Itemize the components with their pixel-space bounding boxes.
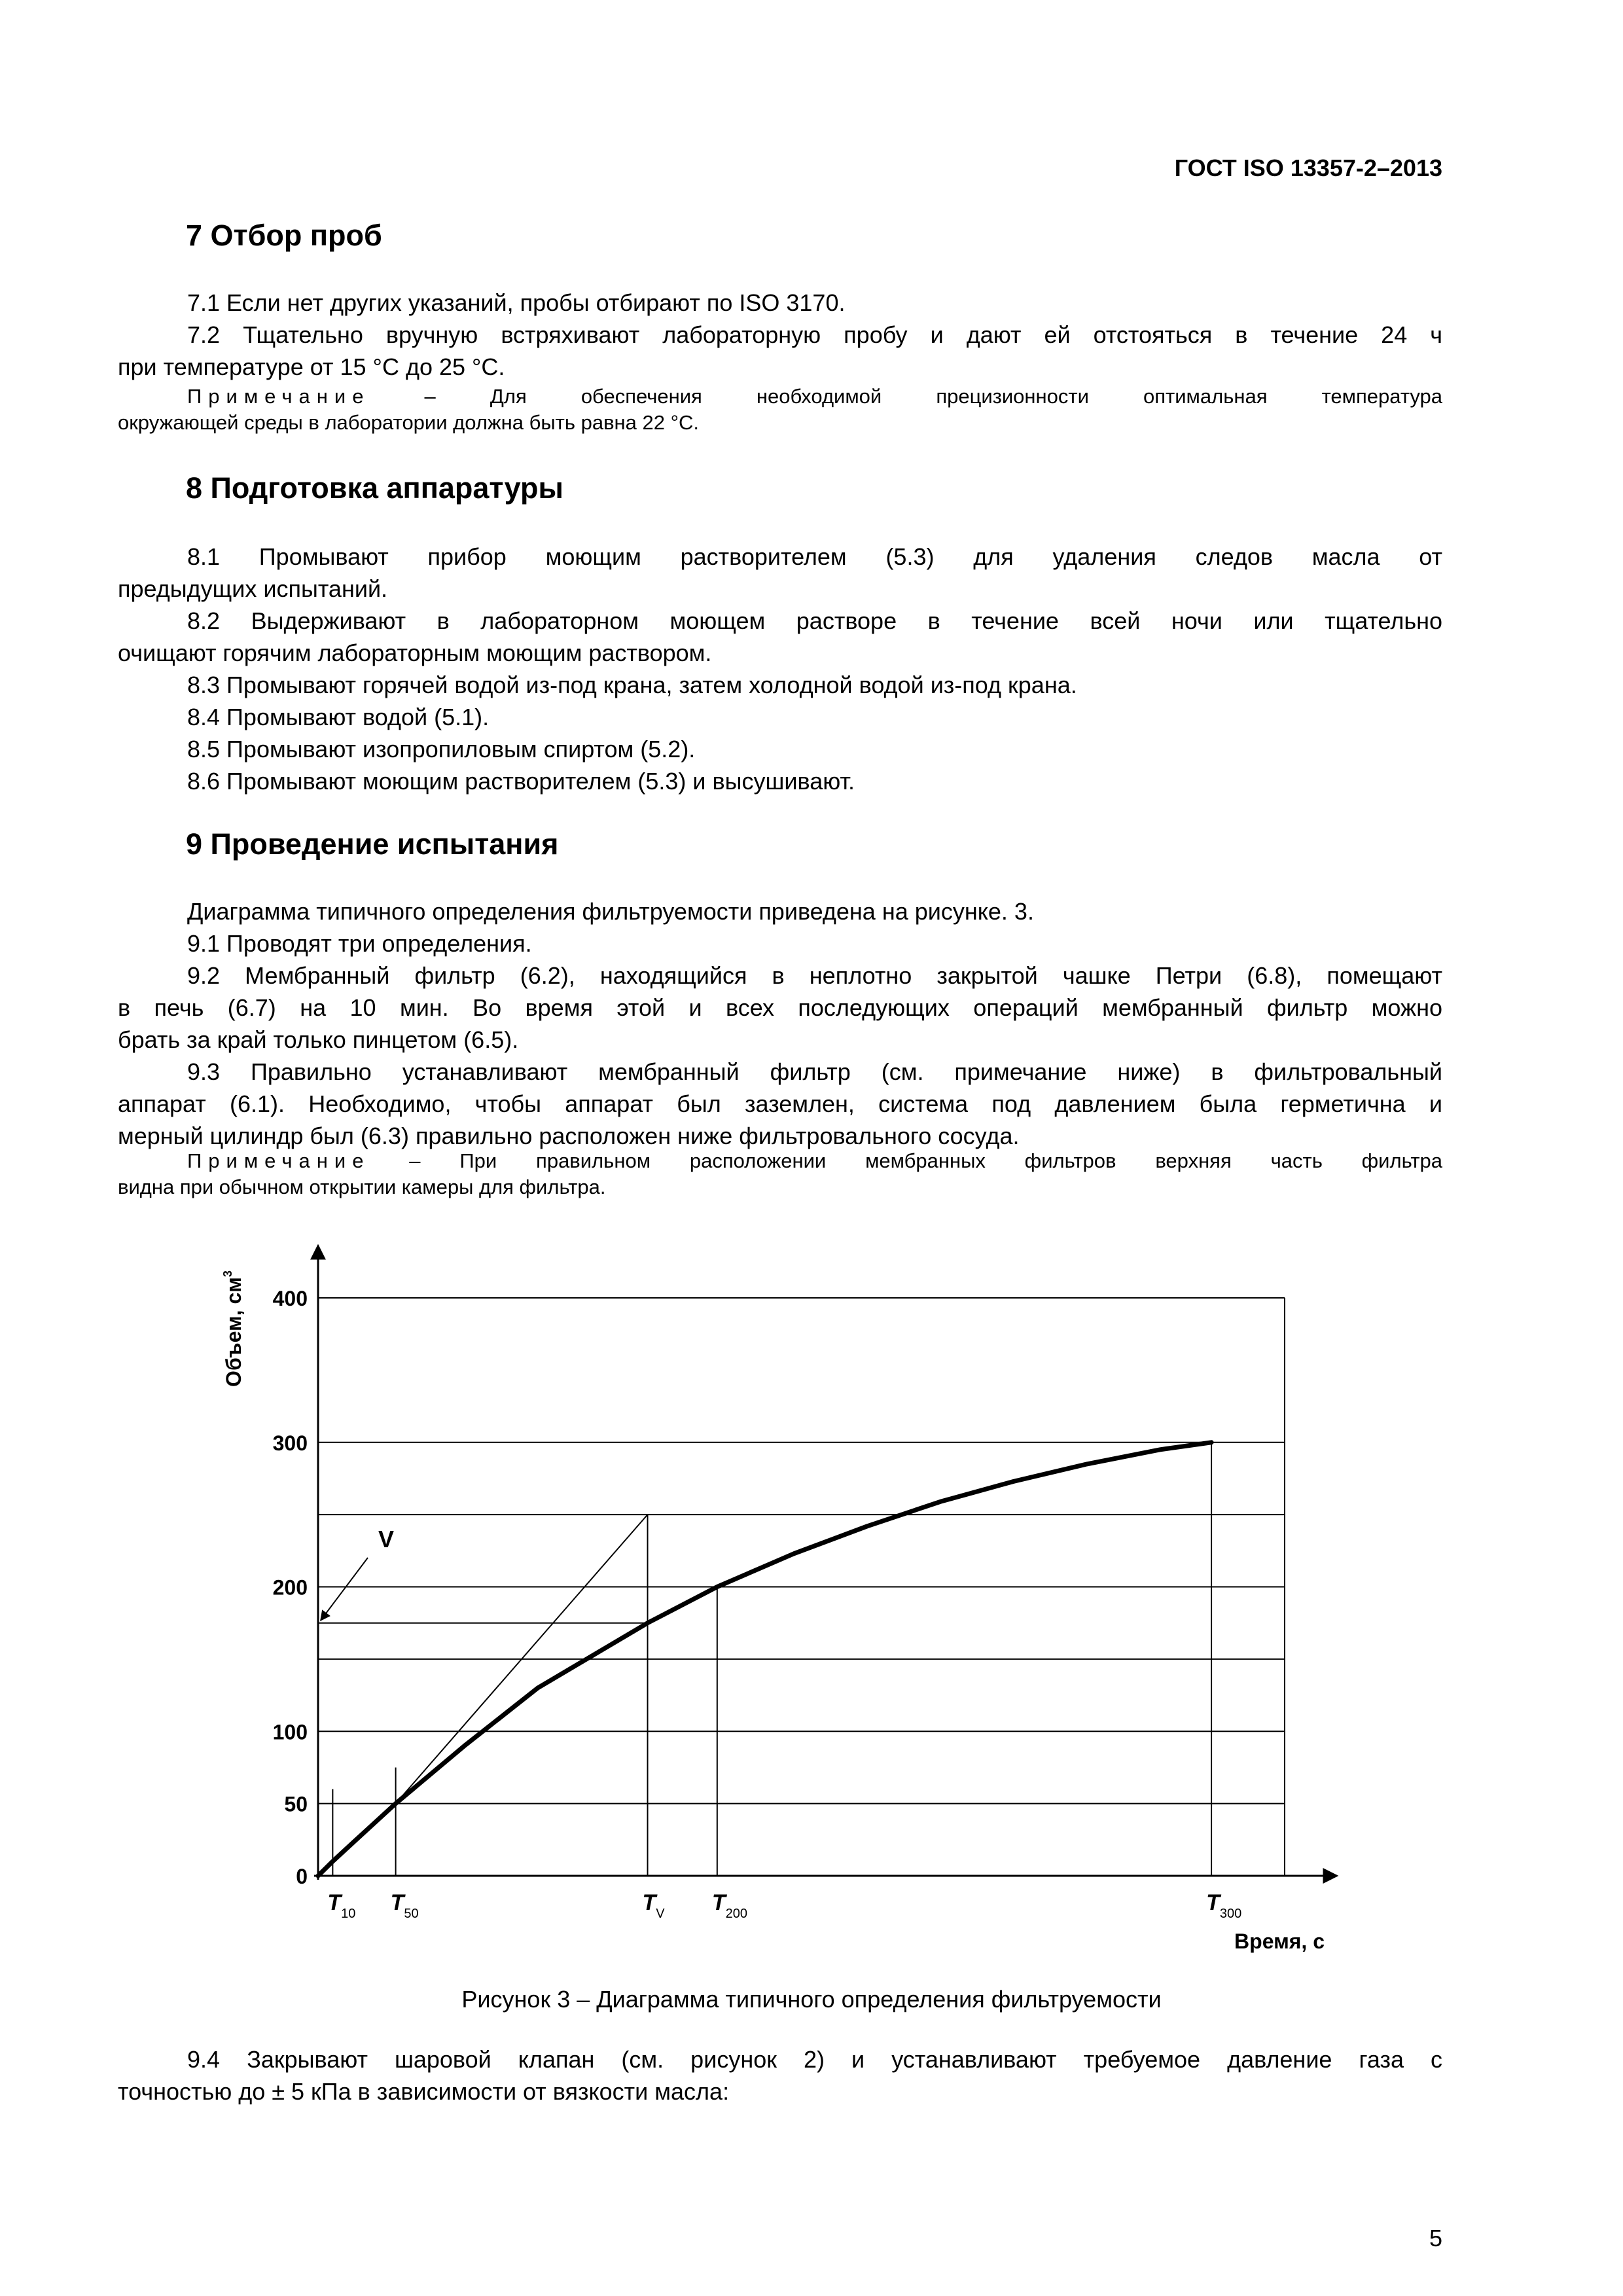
section-7-heading: 7 Отбор проб [186, 219, 382, 252]
para-9-2-line2: в печь (6.7) на 10 мин. Во время этой и всех последующих операций мембранный фильтр можно [118, 994, 1442, 1021]
chart-labels [221, 1270, 1325, 1953]
y-tick-label: 300 [272, 1431, 308, 1455]
page-number: 5 [1429, 2225, 1442, 2251]
para-7-1: 7.1 Если нет других указаний, пробы отбирают по ISO 3170. [187, 289, 846, 316]
para-9-4-line2: точностью до ± 5 кПа в зависимости от вязкости масла: [118, 2078, 730, 2105]
para-8-2-line1: 8.2 Выдерживают в лабораторном моющем растворе в течение всей ночи или тщательно [187, 607, 1442, 634]
para-7-2-line1: 7.2 Тщательно вручную встряхивают лабораторную пробу и дают ей отстояться в течение 24 ч [187, 321, 1442, 348]
para-8-5: 8.5 Промывают изопропиловым спиртом (5.2). [187, 736, 696, 762]
para-8-2-line2: очищают горячим лабораторным моющим раствором. [118, 639, 712, 666]
para-9-intro: Диаграмма типичного определения фильтруемости приведена на рисунке. 3. [187, 898, 1034, 925]
y-tick-label: 400 [272, 1287, 308, 1310]
para-9-4-line1: 9.4 Закрывают шаровой клапан (см. рисунок 2) и устанавливают требуемое давление газа с [187, 2046, 1442, 2073]
x-tick-label-TV: $T_V$ [642, 1890, 665, 1921]
x-tick-label-T300: $T_{300}$ [1206, 1890, 1242, 1921]
para-9-3-line1: 9.3 Правильно устанавливают мембранный фильтр (см. примечание ниже) в фильтровальный [187, 1058, 1442, 1085]
x-tick-label-T10: $T_{10}$ [327, 1890, 356, 1921]
note-7-line1 [118, 384, 1442, 410]
note-7-line2: окружающей среды в лаборатории должна быть равна 22 °С. [118, 411, 700, 434]
chart-axes [314, 1246, 1337, 1880]
note-9-line2: видна при обычном открытии камеры для фильтра. [118, 1175, 606, 1198]
note-9-line1 [118, 1148, 1442, 1174]
chart-gridlines [318, 1298, 1285, 1876]
note-label: Примечание [187, 385, 370, 408]
para-8-1-line1: 8.1 Промывают прибор моющим растворителем (5.3) для удаления следов масла от [187, 543, 1442, 570]
section-9-heading: 9 Проведение испытания [186, 827, 559, 861]
chart-plot [318, 1443, 1211, 1876]
para-8-3: 8.3 Промывают горячей водой из-под крана, затем холодной водой из-под крана. [187, 672, 1077, 698]
para-9-2-line1: 9.2 Мембранный фильтр (6.2), находящийся в неплотно закрытой чашке Петри (6.8), помещают [187, 962, 1442, 989]
para-7-2-line2: при температуре от 15 °С до 25 °С. [118, 353, 505, 380]
note-text: – Для обеспечения необходимой прецизионности оптимальная температура [370, 385, 1442, 408]
para-9-2-line3: брать за край только пинцетом (6.5). [118, 1026, 519, 1053]
y-tick-label: 0 [296, 1865, 308, 1888]
note-text: – При правильном расположении мембранных фильтров верхняя часть фильтра [370, 1149, 1442, 1172]
y-tick-label: 50 [284, 1792, 308, 1816]
document-header: ГОСТ ISO 13357-2–2013 [1174, 154, 1442, 181]
note-label: Примечание [187, 1149, 370, 1172]
para-9-3-line3: мерный цилиндр был (6.3) правильно расположен ниже фильтровального сосуда. [118, 1122, 1020, 1149]
y-tick-label: 100 [272, 1720, 308, 1744]
para-8-6: 8.6 Промывают моющим растворителем (5.3) и высушивают. [187, 768, 855, 795]
v-pointer-arrow [321, 1558, 368, 1621]
section-8-heading: 8 Подготовка аппаратуры [186, 471, 563, 505]
x-tick-label-T200: $T_{200}$ [711, 1890, 747, 1921]
x-axis-label: Время, с [1234, 1929, 1325, 1953]
x-tick-label-T50: $T_{50}$ [390, 1890, 419, 1921]
para-8-1-line2: предыдущих испытаний. [118, 575, 388, 602]
tangent-line [396, 1515, 648, 1804]
para-9-1: 9.1 Проводят три определения. [187, 930, 532, 957]
y-axis-label: Объем, $см^3$ [221, 1270, 245, 1387]
v-label: V [378, 1526, 395, 1552]
y-tick-label: 200 [272, 1575, 308, 1600]
para-9-3-line2: аппарат (6.1). Необходимо, чтобы аппарат был заземлен, система под давлением была герметична и [118, 1090, 1442, 1117]
para-8-4: 8.4 Промывают водой (5.1). [187, 704, 490, 730]
figure-caption: Рисунок 3 – Диаграмма типичного определения фильтруемости [461, 1986, 1162, 2013]
volume-curve [318, 1443, 1211, 1876]
